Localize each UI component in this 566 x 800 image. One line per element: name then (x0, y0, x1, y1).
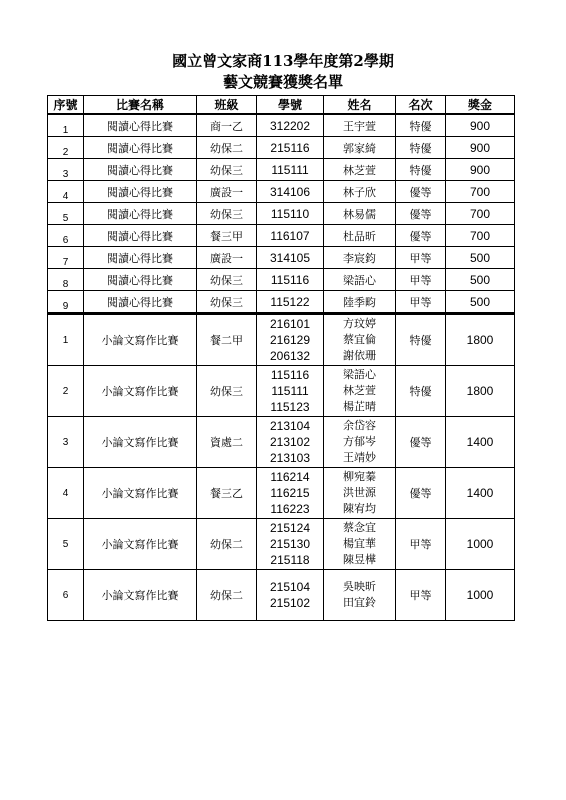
student-id: 116107 (257, 225, 324, 247)
table-row (48, 291, 515, 314)
contest-name: 閱讀心得比賽 (84, 291, 197, 314)
student-name: 王靖妙 (343, 451, 376, 464)
student-name: 余岱容 (343, 419, 376, 432)
class-name: 幼保三 (197, 269, 257, 291)
student-name: 林芝萱 (324, 159, 396, 181)
row-number: 2 (48, 137, 84, 159)
student-names (324, 417, 396, 468)
student-id: 215130 (269, 537, 311, 551)
row-number: 8 (48, 269, 84, 291)
rank: 優等 (396, 203, 446, 225)
student-name: 楊芷晴 (343, 400, 376, 413)
class-name: 資處二 (197, 417, 257, 468)
prize: 700 (446, 181, 515, 203)
contest-name: 閱讀心得比賽 (84, 247, 197, 269)
row-number: 6 (48, 570, 84, 621)
document-title: 國立曾文家商113學年度第2學期 (172, 52, 394, 70)
table-row (48, 468, 515, 519)
contest-name: 閱讀心得比賽 (84, 137, 197, 159)
table-row (48, 137, 515, 159)
row-number: 9 (48, 291, 84, 314)
contest-name: 閱讀心得比賽 (84, 269, 197, 291)
table-row (48, 519, 515, 570)
prize: 1800 (446, 366, 515, 417)
class-name: 幼保二 (197, 137, 257, 159)
student-id: 115116 (270, 368, 310, 382)
student-id: 115111 (257, 159, 324, 181)
student-id: 115111 (271, 384, 309, 398)
student-id: 314106 (257, 181, 324, 203)
contest-name: 小論文寫作比賽 (84, 366, 197, 417)
contest-name: 小論文寫作比賽 (84, 417, 197, 468)
class-name: 幼保三 (197, 291, 257, 314)
prize: 900 (446, 114, 515, 137)
header-name: 姓名 (324, 96, 396, 115)
class-name: 廣設一 (197, 247, 257, 269)
row-number: 2 (48, 366, 84, 417)
student-names (324, 468, 396, 519)
class-name: 幼保二 (197, 519, 257, 570)
prize: 1800 (446, 314, 515, 366)
contest-name: 小論文寫作比賽 (84, 519, 197, 570)
student-name: 林子欣 (324, 181, 396, 203)
student-names (324, 519, 396, 570)
table-row (48, 417, 515, 468)
prize: 900 (446, 137, 515, 159)
student-id: 215104 (269, 580, 311, 594)
student-id: 215124 (269, 521, 311, 535)
student-name: 吳映昕 (343, 580, 376, 593)
header-rank: 名次 (396, 96, 446, 115)
rank: 特優 (396, 137, 446, 159)
class-name: 幼保三 (197, 366, 257, 417)
student-name: 陸季畇 (324, 291, 396, 314)
header-prize: 獎金 (446, 96, 515, 115)
student-id: 213103 (269, 451, 311, 465)
student-name: 蔡宜倫 (343, 333, 376, 346)
student-ids (257, 366, 324, 417)
prize: 700 (446, 203, 515, 225)
student-name: 郭家綺 (324, 137, 396, 159)
student-name: 田宜鈴 (343, 596, 376, 609)
table-row (48, 159, 515, 181)
rank: 甲等 (396, 570, 446, 621)
prize: 1400 (446, 417, 515, 468)
student-name: 方郁岑 (343, 435, 376, 448)
rank: 甲等 (396, 291, 446, 314)
table-row (48, 570, 515, 621)
student-name: 楊宜華 (343, 537, 376, 550)
class-name: 餐三乙 (197, 468, 257, 519)
rank: 優等 (396, 417, 446, 468)
class-name: 商一乙 (197, 114, 257, 137)
student-id: 312202 (257, 114, 324, 137)
contest-name: 小論文寫作比賽 (84, 314, 197, 366)
row-number: 1 (48, 114, 84, 137)
rank: 甲等 (396, 247, 446, 269)
class-name: 餐三甲 (197, 225, 257, 247)
award-table (47, 95, 515, 621)
table-row (48, 247, 515, 269)
row-number: 5 (48, 203, 84, 225)
table-row (48, 181, 515, 203)
student-names (324, 570, 396, 621)
header-student-id: 學號 (257, 96, 324, 115)
table-row (48, 203, 515, 225)
rank: 優等 (396, 468, 446, 519)
student-id: 206132 (269, 349, 311, 363)
student-ids (257, 468, 324, 519)
student-id: 115122 (257, 291, 324, 314)
document-subtitle: 藝文競賽獲獎名單 (222, 73, 343, 91)
student-id: 115116 (257, 269, 324, 291)
row-number: 3 (48, 159, 84, 181)
contest-name: 閱讀心得比賽 (84, 181, 197, 203)
header-contest: 比賽名稱 (84, 96, 197, 115)
rank: 優等 (396, 225, 446, 247)
class-name: 幼保三 (197, 159, 257, 181)
prize: 700 (446, 225, 515, 247)
student-id: 115123 (270, 400, 310, 414)
student-id: 116223 (270, 502, 310, 516)
student-name: 梁語心 (324, 269, 396, 291)
rank: 特優 (396, 159, 446, 181)
student-name: 梁語心 (343, 368, 376, 381)
prize: 500 (446, 291, 515, 314)
student-name: 方玟婷 (343, 317, 376, 330)
student-name: 蔡念宜 (343, 521, 376, 534)
student-id: 213104 (269, 419, 311, 433)
row-number: 4 (48, 468, 84, 519)
prize: 500 (446, 247, 515, 269)
student-ids (257, 519, 324, 570)
contest-name: 閱讀心得比賽 (84, 203, 197, 225)
student-ids (257, 314, 324, 366)
student-name: 洪世源 (343, 486, 376, 499)
rank: 優等 (396, 181, 446, 203)
table-row (48, 314, 515, 366)
prize: 1400 (446, 468, 515, 519)
row-number: 6 (48, 225, 84, 247)
student-name: 李宸鈞 (324, 247, 396, 269)
contest-name: 小論文寫作比賽 (84, 468, 197, 519)
row-number: 3 (48, 417, 84, 468)
student-id: 215102 (269, 596, 311, 610)
contest-name: 閱讀心得比賽 (84, 114, 197, 137)
student-names (324, 366, 396, 417)
student-id: 115110 (257, 203, 324, 225)
rank: 特優 (396, 366, 446, 417)
class-name: 幼保三 (197, 203, 257, 225)
table-row (48, 366, 515, 417)
header-class: 班級 (197, 96, 257, 115)
table-row (48, 114, 515, 137)
student-name: 林易儒 (324, 203, 396, 225)
student-ids (257, 570, 324, 621)
student-name: 陳昱樺 (343, 553, 376, 566)
student-name: 謝依珊 (343, 349, 376, 362)
student-ids (257, 417, 324, 468)
row-number: 5 (48, 519, 84, 570)
student-names (324, 314, 396, 366)
student-name: 杜品昕 (324, 225, 396, 247)
student-name: 柳宛蓁 (343, 470, 376, 483)
student-name: 林芝萱 (343, 384, 376, 397)
student-id: 116215 (270, 486, 310, 500)
student-name: 王宇萱 (324, 114, 396, 137)
prize: 1000 (446, 519, 515, 570)
prize: 900 (446, 159, 515, 181)
row-number: 7 (48, 247, 84, 269)
student-id: 215116 (257, 137, 324, 159)
header-row (48, 96, 515, 115)
prize: 500 (446, 269, 515, 291)
student-id: 216101 (269, 317, 311, 331)
header-no: 序號 (48, 96, 84, 115)
row-number: 4 (48, 181, 84, 203)
contest-name: 閱讀心得比賽 (84, 225, 197, 247)
student-id: 216129 (269, 333, 311, 347)
row-number: 1 (48, 314, 84, 366)
class-name: 幼保二 (197, 570, 257, 621)
table-row (48, 269, 515, 291)
student-id: 314105 (257, 247, 324, 269)
class-name: 廣設一 (197, 181, 257, 203)
student-id: 215118 (270, 553, 310, 567)
class-name: 餐二甲 (197, 314, 257, 366)
rank: 特優 (396, 314, 446, 366)
student-id: 116214 (270, 470, 310, 484)
rank: 甲等 (396, 269, 446, 291)
contest-name: 小論文寫作比賽 (84, 570, 197, 621)
student-id: 213102 (269, 435, 311, 449)
student-name: 陳宥均 (343, 502, 376, 515)
table-row (48, 225, 515, 247)
rank: 甲等 (396, 519, 446, 570)
rank: 特優 (396, 114, 446, 137)
prize: 1000 (446, 570, 515, 621)
contest-name: 閱讀心得比賽 (84, 159, 197, 181)
